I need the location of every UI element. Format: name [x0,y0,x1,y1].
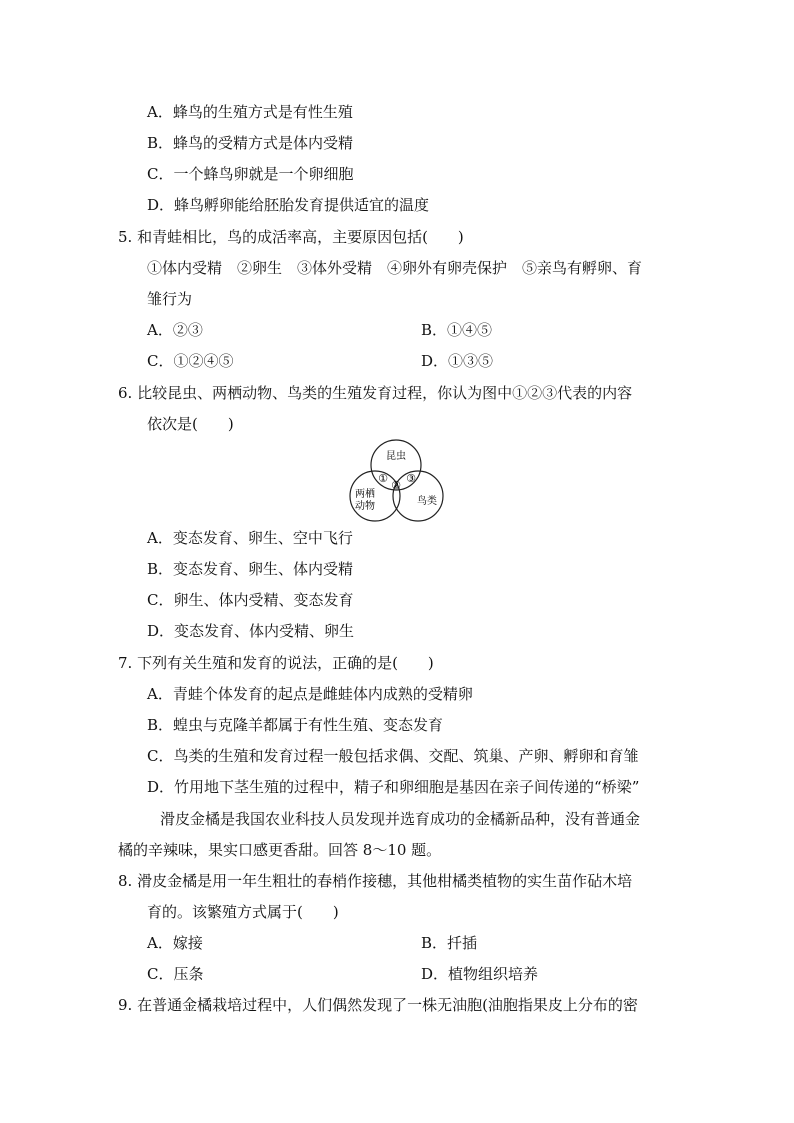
q5-items-line1: ①体内受精 ②卵生 ③体外受精 ④卵外有卵壳保护 ⑤亲鸟有孵卵、育 [147,259,643,277]
venn-label-amphibian-2: 动物 [355,501,375,512]
q8-option-b: B．扦插 [421,934,478,952]
q8-option-a: A．嫁接 [147,934,203,952]
q6-stem-line1: 6. 比较昆虫、两栖动物、鸟类的生殖发育过程，你认为图中①②③代表的内容 [118,384,633,402]
q6-option-b: B．变态发育、卵生、体内受精 [147,560,354,578]
q7-stem: 7. 下列有关生殖和发育的说法，正确的是( ) [118,654,434,672]
venn-label-amphibian-1: 两栖 [355,489,375,500]
venn-mark-2: ② [391,479,401,492]
venn-label-bird: 鸟类 [417,496,437,507]
q8-option-c: C．压条 [147,965,204,983]
q7-option-d: D．竹用地下茎生殖的过程中，精子和卵细胞是基因在亲子间传递的“桥梁” [147,778,640,796]
q6-option-c: C．卵生、体内受精、变态发育 [147,591,354,609]
q6-stem-line2: 依次是( ) [147,415,234,433]
q5-option-a: A．②③ [147,321,203,339]
q7-option-c: C．鸟类的生殖和发育过程一般包括求偶、交配、筑巢、产卵、孵卵和育雏 [147,747,639,765]
q8-stem-line2: 育的。该繁殖方式属于( ) [147,903,339,921]
venn-mark-3: ③ [406,472,416,485]
q4-option-d: D．蜂鸟孵卵能给胚胎发育提供适宜的温度 [147,196,430,214]
q7-option-b: B．蝗虫与克隆羊都属于有性生殖、变态发育 [147,716,444,734]
q6-option-a: A．变态发育、卵生、空中飞行 [147,529,353,547]
q4-option-c: C．一个蜂鸟卵就是一个卵细胞 [147,165,354,183]
q8-option-d: D．植物组织培养 [421,965,539,983]
q7-option-a: A．青蛙个体发育的起点是雌蛙体内成熟的受精卵 [147,685,473,703]
q5-option-b: B．①④⑤ [421,321,493,339]
q5-option-d: D．①③⑤ [421,352,494,370]
venn-label-insect: 昆虫 [386,451,406,462]
passage-line2: 橘的辛辣味，果实口感更香甜。回答 8～10 题。 [118,841,442,859]
q5-items-line2: 雏行为 [147,290,193,308]
q9-stem-line1: 9. 在普通金橘栽培过程中，人们偶然发现了一株无油胞(油胞指果皮上分布的密 [118,996,638,1014]
q4-option-a: A．蜂鸟的生殖方式是有性生殖 [147,103,353,121]
venn-diagram [345,438,449,522]
q4-option-b: B．蜂鸟的受精方式是体内受精 [147,134,354,152]
q6-option-d: D．变态发育、体内受精、卵生 [147,622,355,640]
q5-option-c: C．①②④⑤ [147,352,234,370]
q8-stem-line1: 8. 滑皮金橘是用一年生粗壮的春梢作接穗，其他柑橘类植物的实生苗作砧木培 [118,872,633,890]
q5-stem: 5. 和青蛙相比，鸟的成活率高，主要原因包括( ) [118,228,464,246]
venn-mark-1: ① [378,472,388,485]
passage-line1: 滑皮金橘是我国农业科技人员发现并选育成功的金橘新品种，没有普通金 [160,810,641,828]
